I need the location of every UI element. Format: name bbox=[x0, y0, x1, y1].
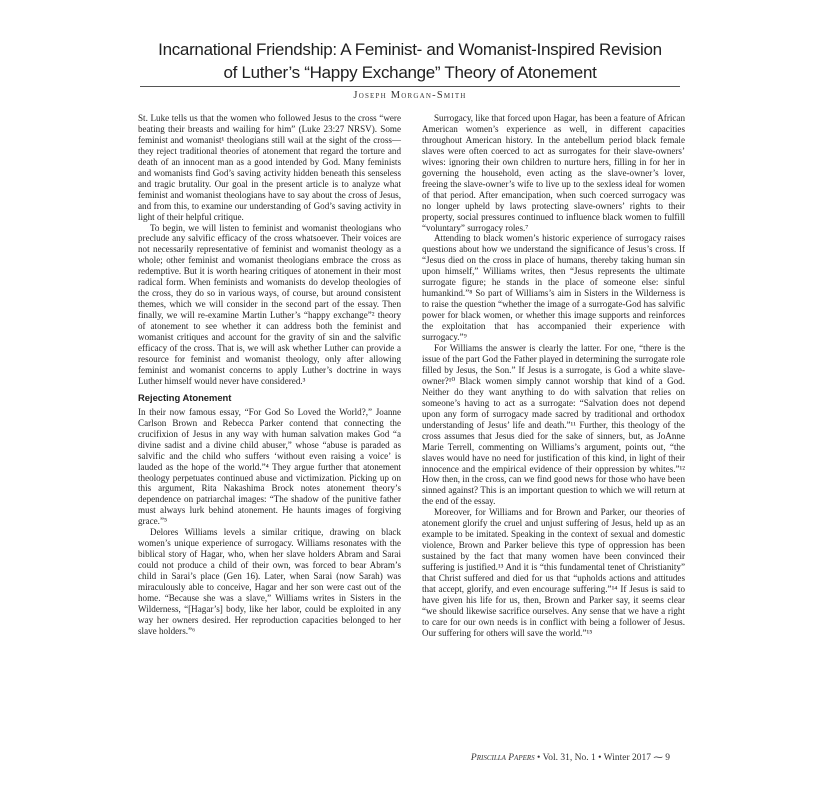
left-paragraph-4: Delores Williams levels a similar critique, drawing on black women’s unique experience of surrogacy. Williams resonates with the biblical story of Hagar, who, when her slave holders Abram and Sarai could not produce a child of their own, was forced to bear Abram’s child in Sarai’s place (Gen 16). Later, when Sarai (now Sarah) was miraculously able to conceive, Hagar and her son were cast out of the home. “Because she was a slave,” Williams writes in Sisters in the Wilderness, “[Hagar’s] body, like her labor, could be exploited in any way her owners desired. Her reproduction capacities belonged to her slave holders.”⁶ bbox=[138, 527, 401, 636]
right-paragraph-2: Attending to black women’s historic experience of surrogacy raises questions about how we understand the significance of Jesus’s cross. If “Jesus died on the cross in place of humans, thereby taking human sin upon himself,” Williams writes, then “Jesus represents the ultimate surrogate figure; he stands in the place of someone else: sinful humankind.”⁸ So part of Williams’s aim in Sisters in the Wilderness is to raise the question “whether the image of a surrogate-God has salvific power for black women, or whether this image supports and reinforces the exploitation that has accompanied their experience with surrogacy.”⁹ bbox=[422, 233, 685, 343]
page-footer bbox=[430, 752, 670, 763]
title-line-2: of Luther’s “Happy Exchange” Theory of Atonement bbox=[223, 63, 597, 82]
right-column bbox=[422, 113, 685, 639]
title-line-1: Incarnational Friendship: A Feminist- and Womanist-Inspired Revision bbox=[158, 40, 662, 59]
author-name: Joseph Morgan-Smith bbox=[353, 90, 467, 101]
right-paragraph-3: For Williams the answer is clearly the latter. For one, “there is the issue of the part God the Father played in determining the surrogate role filled by Jesus, the Son.” If Jesus is a surrogate, is God a white slave-owner?¹⁰ Black women simply cannot worship that kind of a God. Neither do they want anything to do with salvation that relies on someone’s having to act as a surrogate: “Salvation does not depend upon any form of surrogacy made sacred by traditional and orthodox understanding of Jesus’ life and death.”¹¹ Further, this theology of the cross assumes that Jesus died for the sake of sinners, but, as JoAnne Marie Terrell, commenting on Williams’s argument, points out, “the slaves would have no need for justification of this kind, in light of their innocence and the empirical evidence of their oppression by whites.”¹² How then, in the cross, can we find good news for those who have been sinned against? This is an important question to which we will return at the end of the essay. bbox=[422, 343, 685, 507]
right-paragraph-4: Moreover, for Williams and for Brown and Parker, our theories of atonement glorify the cruel and unjust suffering of Jesus, held up as an example to be imitated. Speaking in the context of sexual and domestic violence, Brown and Parker believe this type of oppression has been sustained by the fact that many women have been convinced their suffering is justified.¹³ And it is “this fundamental tenet of Christianity” that Christ suffered and died for us that “upholds actions and attitudes that accept, glorify, and even encourage suffering.”¹⁴ If Jesus is said to have given his life for us, then, Brown and Parker say, it seems clear “we should likewise sacrifice ourselves. Any sense that we have a right to care for our own needs is in conflict with being a follower of Jesus. Our suffering for others will save the world.”¹⁵ bbox=[422, 507, 685, 638]
article-title bbox=[130, 38, 690, 84]
ornament-icon: ⁓ bbox=[651, 753, 666, 763]
left-paragraph-3: In their now famous essay, “For God So Loved the World?,” Joanne Carlson Brown and Rebecca Parker contend that connecting the crucifixion of Jesus in any way with human salvation makes God “a divine sadist and a divine child abuser,” whose “abuse is paraded as salvific and the child who suffers ‘without even raising a voice’ is lauded as the hope of the world.”⁴ They argue further that atonement theology perpetuates continued abuse and victimization. Picking up on this argument, Rita Nakashima Brock notes atonement theory’s dependence on patriarchal images: “The shadow of the punitive father must always lurk behind atonement. He haunts images of forgiving grace.”⁵ bbox=[138, 406, 401, 527]
title-rule bbox=[140, 86, 680, 87]
left-paragraph-1: St. Luke tells us that the women who followed Jesus to the cross “were beating their breasts and wailing for him” (Luke 23:27 NRSV). Some feminist and womanist¹ theologians still wail at the sight of the cross—they reject traditional theories of atonement that regard the torture and death of an innocent man as a good intended by God. Many feminists and womanists find God’s saving activity hidden beneath this senseless and tragic brutality. Our goal in the present article is to analyze what feminist and womanist theologians have to say about the cross of Jesus, and from this, to examine our understanding of God’s saving activity in light of their helpful critique. bbox=[138, 113, 401, 222]
journal-name: Priscilla Papers bbox=[470, 753, 535, 763]
left-paragraph-2: To begin, we will listen to feminist and womanist theologians who preclude any salvific efficacy of the cross whatsoever. Their voices are not necessarily representative of feminist and womanist theology as a whole; other feminist and womanist theologians embrace the cross as redemptive. But it is worth hearing critiques of atonement in their most radical form. When feminists and womanists do develop theologies of the cross, they do so in various ways, of course, but around consistent themes, which we will consider in the second part of the essay. Then finally, we will re-examine Martin Luther’s “happy exchange”² theory of atonement to see whether it can address both the feminist and womanist critiques and account for the gravity of sin and the salvific efficacy of the cross. That is, we will ask whether Luther can provide a resource for feminist and womanist theology, only after allowing feminist and womanist concerns to apply Luther’s doctrine in ways Luther himself would never have considered.³ bbox=[138, 222, 401, 386]
right-paragraph-1: Surrogacy, like that forced upon Hagar, has been a feature of African American women’s experience as well, in different capacities throughout American history. In the antebellum period black female slaves were often coerced to act as surrogates for their slave-owners’ wives: ignoring their own children to nurture hers, filling in for her in governing the household, even acting as the slave-owner’s lover, freeing the slave-owner’s wife to live up to the sexless ideal for women of that period. After emancipation, when such coerced surrogacy was no longer upheld by laws protecting slave-owners’ rights to their property, social pressures continued to influence black women to fulfill “voluntary” surrogacy roles.⁷ bbox=[422, 113, 685, 233]
page-number: 9 bbox=[665, 753, 670, 763]
issue-info: • Vol. 31, No. 1 • Winter 2017 bbox=[534, 753, 651, 763]
section-heading: Rejecting Atonement bbox=[138, 391, 232, 403]
left-column bbox=[138, 113, 401, 637]
